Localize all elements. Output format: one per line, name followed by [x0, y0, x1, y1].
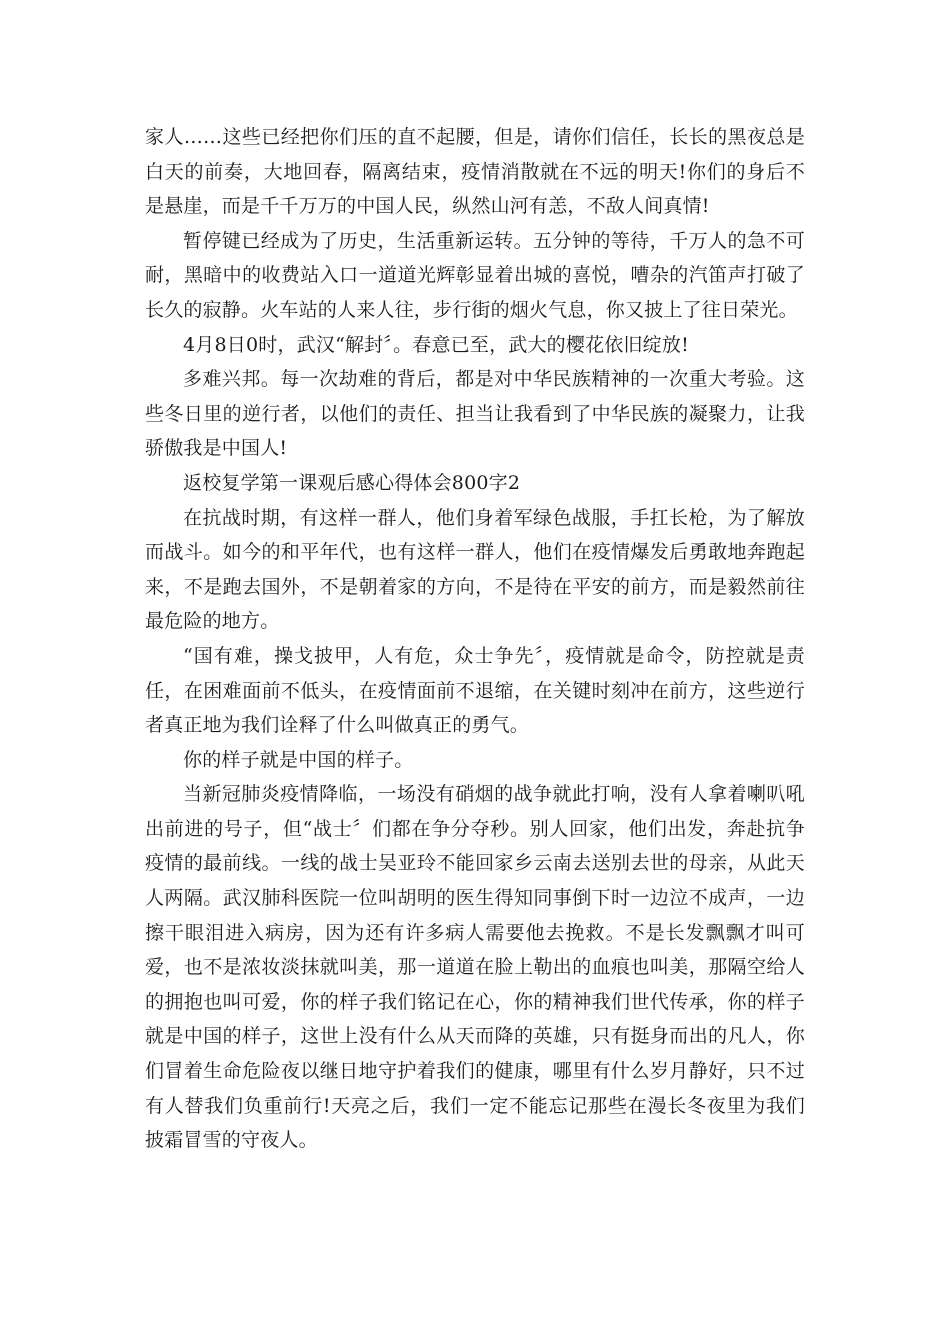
paragraph-3: 4月8日0时，武汉“解封〞。春意已至，武大的樱花依旧绽放!: [183, 333, 689, 356]
paragraph-6: “国有难，操戈披甲，人有危，众士争先〞，疫情就是命令，防控就是责任，在困难面前不低头，在疫情面前不退缩，在关键时刻冲在前方，这些逆行者真正地为我们诠释了什么叫做真正的勇气。: [145, 644, 805, 737]
paragraph-2: 暂停键已经成为了历史，生活重新运转。五分钟的等待，千万人的急不可耐，黑暗中的收费站入口一道道光辉彰显着出城的喜悦，嘈杂的汽笛声打破了长久的寂静。火车站的人来人往，步行街的烟火气息，你又披上了往日荣光。: [145, 229, 805, 321]
paragraph-4: 多难兴邦。每一次劫难的背后，都是对中华民族精神的一次重大考验。这些冬日里的逆行者，以他们的责任、担当让我看到了中华民族的凝聚力，让我骄傲我是中国人!: [145, 368, 805, 460]
paragraph-1: 家人……这些已经把你们压的直不起腰，但是，请你们信任，长长的黑夜总是白天的前奏，大地回春，隔离结束，疫情消散就在不远的明天!你们的身后不是悬崖，而是千千万万的中国人民，纵然山河有恙，不敌人间真情!: [145, 126, 805, 218]
document-body: [145, 120, 805, 1158]
paragraph-7: 你的样子就是中国的样子。: [183, 748, 414, 771]
section-heading: 返校复学第一课观后感心得体会800字2: [183, 471, 521, 494]
paragraph-8: 当新冠肺炎疫情降临，一场没有硝烟的战争就此打响，没有人拿着喇叭吼出前进的号子，但“战士〞们都在争分夺秒。别人回家，他们出发，奔赴抗争疫情的最前线。一线的战士吴亚玲不能回家乡云南去送别去世的母亲，从此天人两隔。武汉肺科医院一位叫胡明的医生得知同事倒下时一边泣不成声，一边擦干眼泪进入病房，因为还有许多病人需要他去挽救。不是长发飘飘才叫可爱，也不是浓妆淡抹就叫美，那一道道在脸上勒出的血痕也叫美，那隔空给人的拥抱也叫可爱，你的样子我们铭记在心，你的精神我们世代传承，你的样子就是中国的样子，这世上没有什么从天而降的英雄，只有挺身而出的凡人，你们冒着生命危险夜以继日地守护着我们的健康，哪里有什么岁月静好，只不过有人替我们负重前行!天亮之后，我们一定不能忘记那些在漫长冬夜里为我们披霜冒雪的守夜人。: [145, 783, 805, 1152]
paragraph-5: 在抗战时期，有这样一群人，他们身着军绿色战服，手扛长枪，为了解放而战斗。如今的和平年代，也有这样一群人，他们在疫情爆发后勇敢地奔跑起来，不是跑去国外，不是朝着家的方向，不是待在平安的前方，而是毅然前往最危险的地方。: [145, 506, 805, 633]
